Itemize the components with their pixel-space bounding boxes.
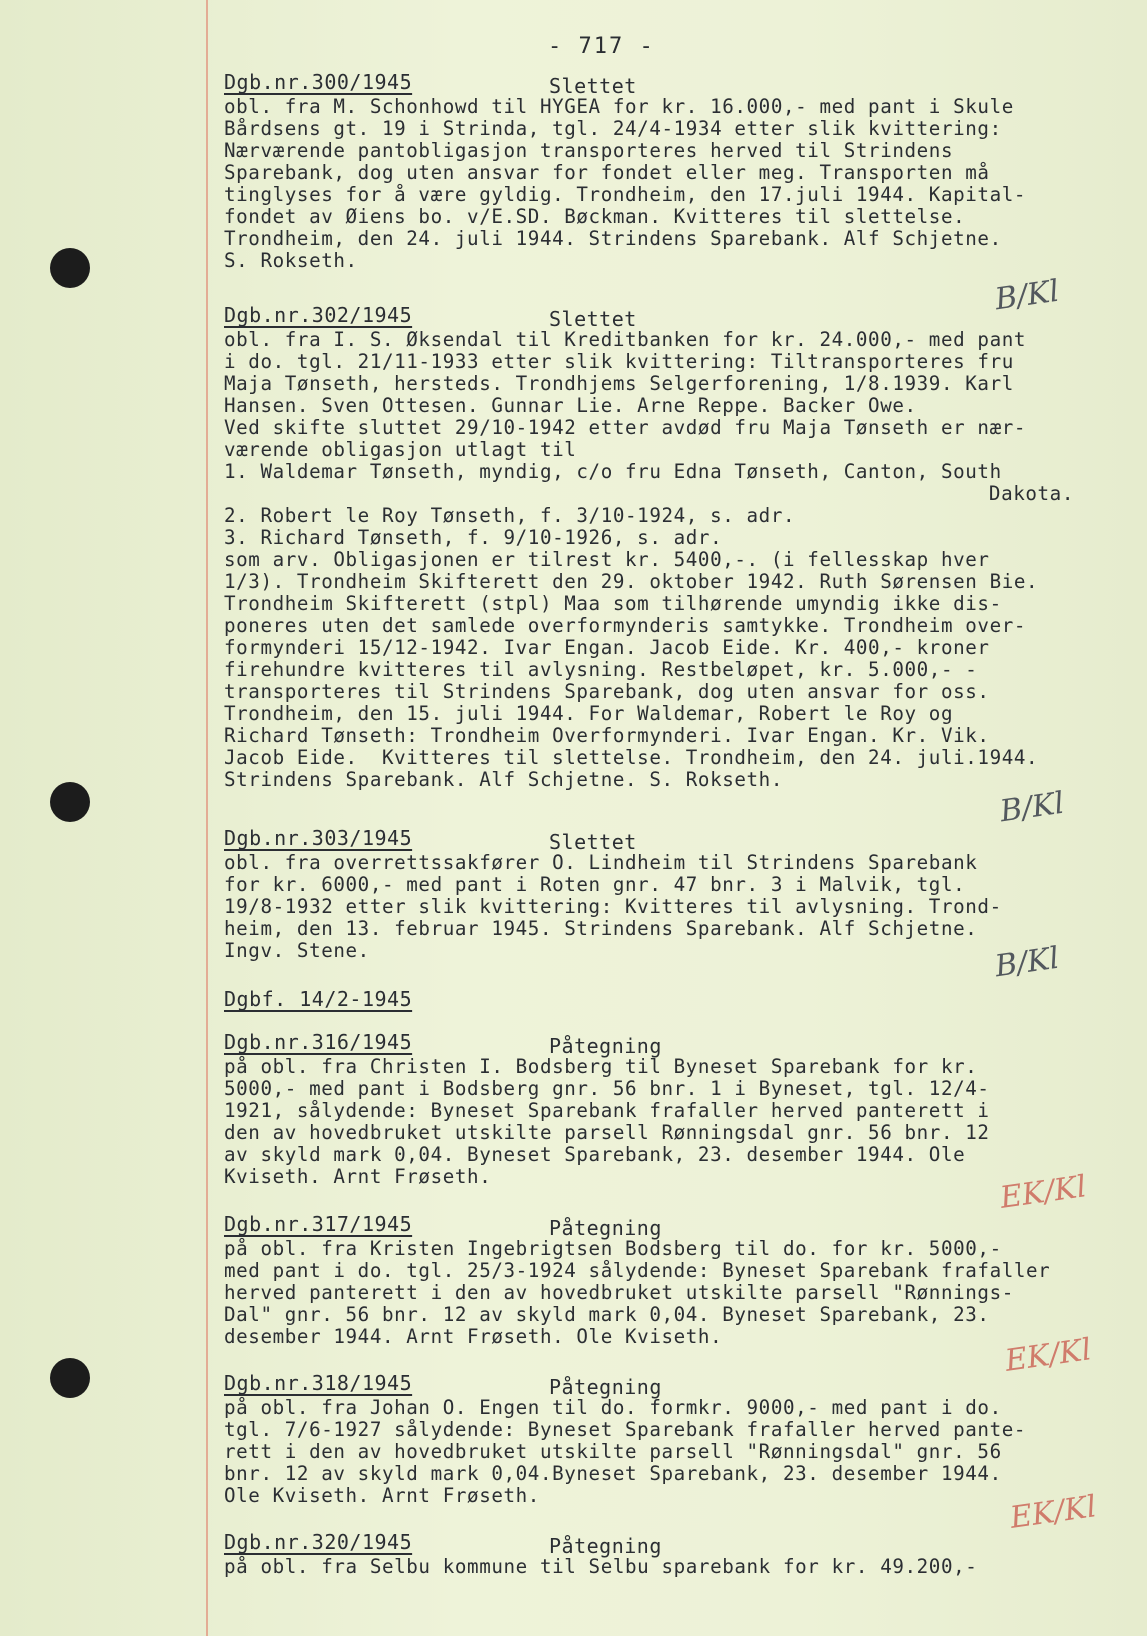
entry-line: i do. tgl. 21/11-1933 etter slik kvittering: Tiltransporteres fru (224, 350, 1014, 373)
entry-ref: Dgb.nr.316/1945 (224, 1030, 413, 1054)
signature-initials: EK/Kl (1007, 1489, 1099, 1536)
entry-line: Maja Tønseth, hersteds. Trondhjems Selgerforening, 1/8.1939. Karl (224, 372, 1014, 395)
entry-line: på obl. fra Selbu kommune til Selbu sparebank for kr. 49.200,- (224, 1555, 978, 1578)
entry-line: transporteres til Strindens Sparebank, dog uten ansvar for oss. (224, 680, 990, 703)
entry-line: Jacob Eide. Kvitteres til slettelse. Trondheim, den 24. juli.1944. (224, 746, 1039, 769)
entry-line: Richard Tønseth: Trondheim Overformynderi. Ivar Engan. Kr. Vik. (224, 724, 990, 747)
ledger-entry (224, 1530, 1134, 1578)
entry-line: Kviseth. Arnt Frøseth. (224, 1165, 492, 1188)
ledger-entry (224, 826, 1134, 962)
entry-line: av skyld mark 0,04. Byneset Sparebank, 23. desember 1944. Ole (224, 1143, 966, 1166)
entry-line: obl. fra M. Schonhowd til HYGEA for kr. 16.000,- med pant i Skule (224, 95, 1014, 118)
entry-line: herved panterett i den av hovedbruket utskilte parsell "Rønnings- (224, 1281, 1014, 1304)
signature-initials: B/Kl (997, 785, 1067, 830)
entry-header (224, 303, 1134, 329)
entry-header (224, 1212, 1134, 1238)
entry-status: Slettet (549, 830, 637, 854)
entry-line: Trondheim, den 24. juli 1944. Strindens Sparebank. Alf Schjetne. (224, 227, 1002, 250)
entry-line: poneres uten det samlede overformynderis samtykke. Trondheim over- (224, 614, 1027, 637)
entry-line: formynderi 15/12-1942. Ivar Engan. Jacob Eide. Kr. 400,- kroner (224, 636, 990, 659)
entry-line: bnr. 12 av skyld mark 0,04.Byneset Sparebank, 23. desember 1944. (224, 1462, 1002, 1485)
entry-line: tgl. 7/6-1927 sålydende: Byneset Sparebank frafaller herved pante- (224, 1418, 1027, 1441)
margin-line (206, 0, 208, 1636)
entry-line: for kr. 6000,- med pant i Roten gnr. 47 bnr. 3 i Malvik, tgl. (224, 873, 966, 896)
entry-status: Påtegning (549, 1216, 662, 1240)
entry-line: 1. Waldemar Tønseth, myndig, c/o fru Edna Tønseth, Canton, South (224, 460, 1002, 483)
entry-line: heim, den 13. februar 1945. Strindens Sparebank. Alf Schjetne. (224, 917, 978, 940)
entry-line: Ole Kviseth. Arnt Frøseth. (224, 1484, 540, 1507)
entry-line: Ingv. Stene. (224, 939, 370, 962)
entry-line: den av hovedbruket utskilte parsell Rønningsdal gnr. 56 bnr. 12 (224, 1121, 990, 1144)
binder-hole-icon (50, 782, 90, 822)
entry-line: desember 1944. Arnt Frøseth. Ole Kviseth. (224, 1325, 723, 1348)
entry-status: Slettet (549, 74, 637, 98)
entry-status: Påtegning (549, 1375, 662, 1399)
page-number: - 717 - (548, 34, 655, 59)
ledger-entry (224, 1030, 1134, 1188)
entry-line: 2. Robert le Roy Tønseth, f. 3/10-1924, s. adr. (224, 504, 796, 527)
entry-ref: Dgb.nr.300/1945 (224, 70, 413, 94)
entry-line: Trondheim, den 15. juli 1944. For Waldemar, Robert le Roy og (224, 702, 954, 725)
entry-line: Trondheim Skifterett (stpl) Maa som tilhørende umyndig ikke dis- (224, 592, 1002, 615)
entry-line: på obl. fra Johan O. Engen til do. formkr. 9000,- med pant i do. (224, 1396, 1002, 1419)
binder-hole-icon (50, 1358, 90, 1398)
entry-line: Dal" gnr. 56 bnr. 12 av skyld mark 0,04. Byneset Sparebank, 23. (224, 1303, 990, 1326)
entry-header (224, 826, 1134, 852)
entry-status: Påtegning (549, 1534, 662, 1558)
entry-line: 1921, sålydende: Byneset Sparebank frafaller herved panterett i (224, 1099, 990, 1122)
entry-line: Sparebank, dog uten ansvar for fondet eller meg. Transporten må (224, 161, 990, 184)
entry-ref: Dgb.nr.317/1945 (224, 1212, 413, 1236)
entry-header (224, 1371, 1134, 1397)
entry-line: tinglyses for å være gyldig. Trondheim, den 17.juli 1944. Kapital- (224, 183, 1027, 206)
date-divider: Dgbf. 14/2-1945 (224, 987, 413, 1011)
entry-ref: Dgb.nr.303/1945 (224, 826, 413, 850)
entry-line: 5000,- med pant i Bodsberg gnr. 56 bnr. 1 i Byneset, tgl. 12/4- (224, 1077, 990, 1100)
entry-line: 1/3). Trondheim Skifterett den 29. oktober 1942. Ruth Sørensen Bie. (224, 570, 1039, 593)
entry-header (224, 1030, 1134, 1056)
entry-line: firehundre kvitteres til avlysning. Restbeløpet, kr. 5.000,- - (224, 658, 978, 681)
entry-line: fondet av Øiens bo. v/E.SD. Bøckman. Kvitteres til slettelse. (224, 205, 966, 228)
ledger-entry (224, 1212, 1134, 1348)
entry-line: obl. fra I. S. Øksendal til Kreditbanken for kr. 24.000,- med pant (224, 328, 1027, 351)
ledger-entry (224, 303, 1134, 791)
signature-initials: EK/Kl (1002, 1332, 1094, 1379)
ledger-entry (224, 1371, 1134, 1507)
entry-line: på obl. fra Christen I. Bodsberg til Byneset Sparebank for kr. (224, 1055, 978, 1078)
entry-status: Slettet (549, 307, 637, 331)
entry-line: som arv. Obligasjonen er tilrest kr. 5400,-. (i fellesskap hver (224, 548, 990, 571)
entry-line: Nærværende pantobligasjon transporteres herved til Strindens (224, 139, 954, 162)
entry-line: med pant i do. tgl. 25/3-1924 sålydende: Byneset Sparebank frafaller (224, 1259, 1051, 1282)
entry-line: på obl. fra Kristen Ingebrigtsen Bodsberg til do. for kr. 5000,- (224, 1237, 1002, 1260)
signature-initials: B/Kl (992, 940, 1062, 985)
entry-line: 19/8-1932 etter slik kvittering: Kvitteres til avlysning. Trond- (224, 895, 1002, 918)
entry-line: Bårdsens gt. 19 i Strinda, tgl. 24/4-1934 etter slik kvittering: (224, 117, 1002, 140)
entry-line: Hansen. Sven Ottesen. Gunnar Lie. Arne Reppe. Backer Owe. (224, 394, 917, 417)
entry-ref: Dgb.nr.302/1945 (224, 303, 413, 327)
entry-line: Dakota. (988, 482, 1074, 505)
entry-header (224, 70, 1134, 96)
entry-line: Ved skifte sluttet 29/10-1942 etter avdød fru Maja Tønseth er nær- (224, 416, 1027, 439)
ledger-entry (224, 70, 1134, 272)
entry-line: obl. fra overrettssakfører O. Lindheim til Strindens Sparebank (224, 851, 978, 874)
entry-line: S. Rokseth. (224, 249, 358, 272)
entry-line: værende obligasjon utlagt til (224, 438, 577, 461)
signature-initials: B/Kl (992, 273, 1062, 318)
entry-line: rett i den av hovedbruket utskilte parsell "Rønningsdal" gnr. 56 (224, 1440, 1002, 1463)
entry-header (224, 1530, 1134, 1556)
entry-line: Strindens Sparebank. Alf Schjetne. S. Rokseth. (224, 768, 783, 791)
entry-status: Påtegning (549, 1034, 662, 1058)
signature-initials: EK/Kl (997, 1169, 1089, 1216)
entry-ref: Dgb.nr.320/1945 (224, 1530, 413, 1554)
binder-hole-icon (50, 248, 90, 288)
entry-ref: Dgb.nr.318/1945 (224, 1371, 413, 1395)
entry-line: 3. Richard Tønseth, f. 9/10-1926, s. adr. (224, 526, 723, 549)
